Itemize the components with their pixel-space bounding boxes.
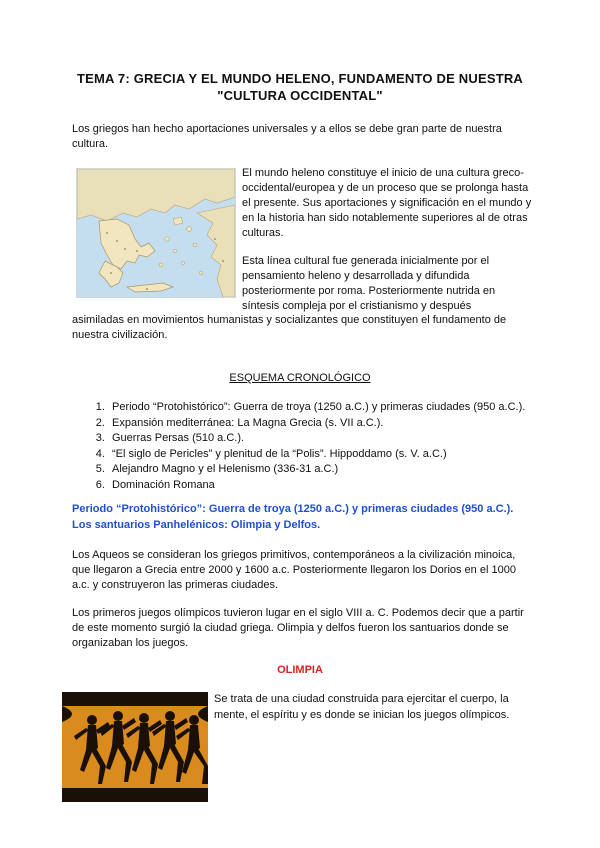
greek-vase-runners-image bbox=[62, 692, 208, 802]
side-paragraph-2-continuation: asimiladas en movimientos humanistas y socializantes que constituyen el fundamento de nuestra civilización. bbox=[72, 314, 507, 341]
olimpia-description: Se trata de una ciudad construida para ejercitar el cuerpo, la mente, el espíritu y es donde se inician los juegos olímpicos. bbox=[214, 693, 510, 721]
chronology-item: 6. Dominación Romana bbox=[108, 478, 578, 494]
chronology-item: 5. Alejandro Magno y el Helenismo (336-31 a.C.) bbox=[108, 462, 578, 478]
chronology-item: 3. Guerras Persas (510 a.C.). bbox=[108, 431, 578, 447]
juegos-paragraph: Los primeros juegos olímpicos tuvieron lugar en el siglo VIII a. C. Podemos decir que a partir de este momento surgió la ciudad griega. Olimpia y delfos fueron los santuarios donde se organizaban los juegos. bbox=[72, 607, 524, 649]
olimpia-heading: OLIMPIA bbox=[277, 664, 323, 676]
section-heading-protohistorico bbox=[72, 502, 542, 533]
intro-paragraph: Los griegos han hecho aportaciones universales y a ellos se debe gran parte de nuestra cultura. bbox=[72, 123, 502, 150]
page-title bbox=[60, 70, 540, 104]
greece-map-image bbox=[76, 168, 236, 298]
side-paragraph-1: El mundo heleno constituye el inicio de una cultura greco- occidental/europea y de un proceso que se prolonga hasta el presente. Sus aportaciones y significación en el mundo y en la historia han sido notablemente superiores al de otras culturas. bbox=[242, 167, 532, 239]
chronology-item: 1. Periodo “Protohistórico”: Guerra de troya (1250 a.C.) y primeras ciudades (950 a.C.). bbox=[108, 400, 578, 416]
chronology-item: 4. “El siglo de Pericles” y plenitud de la “Polis”. Hippoddamo (s. V. a.C.) bbox=[108, 447, 578, 463]
section-heading-line-1: Periodo “Protohistórico”: Guerra de troya (1250 a.C.) y primeras ciudades (950 a.C.). bbox=[72, 503, 514, 515]
title-line-1: TEMA 7: GRECIA Y EL MUNDO HELENO, FUNDAMENTO DE NUESTRA bbox=[76, 71, 524, 86]
section-heading-line-2: Los santuarios Panhelénicos: Olimpia y Delfos. bbox=[72, 518, 321, 531]
side-paragraph-2: Esta línea cultural fue generada inicialmente por el pensamiento heleno y desarrollada y difundida posteriormente por roma. Posteriormente nutrida en síntesis compleja por el cristianismo y después bbox=[242, 255, 496, 312]
chronology-item: 2. Expansión mediterránea: La Magna Grecia (s. VII a.C.). bbox=[108, 416, 578, 432]
title-line-2: "CULTURA OCCIDENTAL" bbox=[217, 88, 383, 103]
esquema-cronologico-heading: ESQUEMA CRONOLÓGICO bbox=[229, 372, 371, 384]
aqueos-paragraph: Los Aqueos se consideran los griegos primitivos, contemporáneos a la civilización minoica, que llegaron a Grecia entre 2000 y 1600 a.c. Posteriormente llegaron los Dorios en el 1000 a.c. y construyeron las primeras ciudades. bbox=[72, 549, 516, 591]
chronology-list bbox=[72, 400, 578, 493]
